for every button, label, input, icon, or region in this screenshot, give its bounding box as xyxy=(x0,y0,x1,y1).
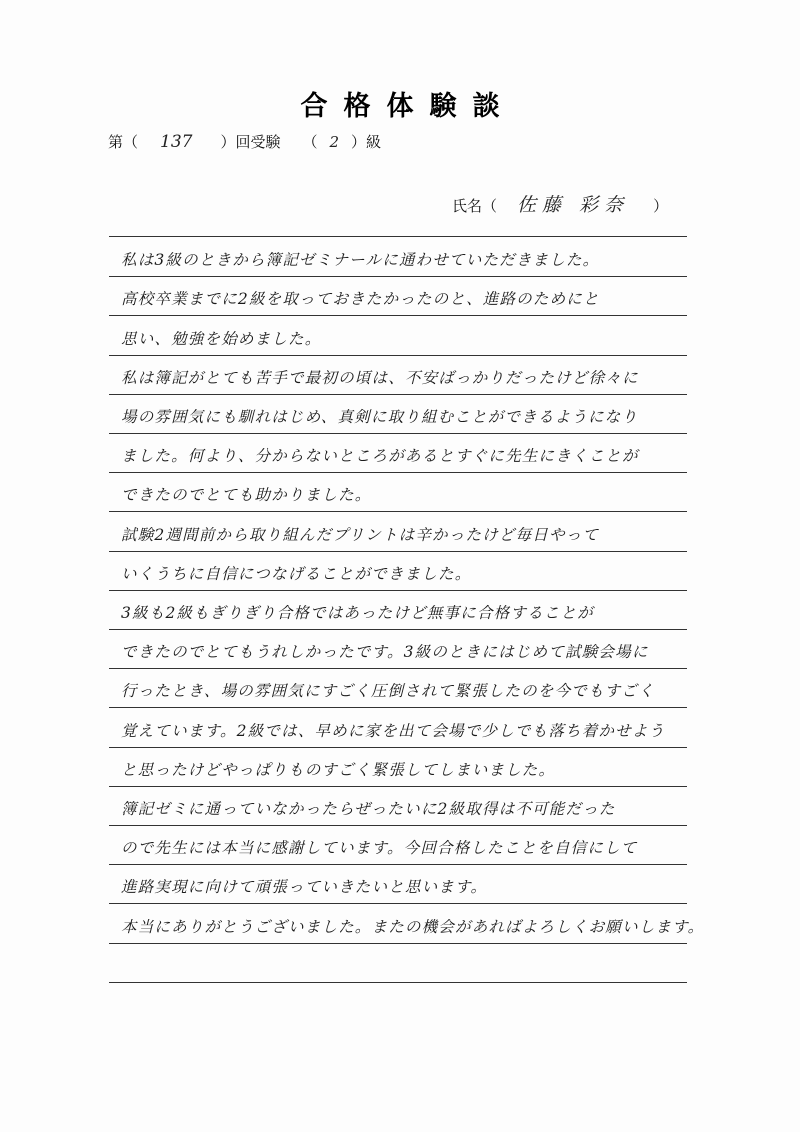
grade-close: ）級 xyxy=(351,133,382,151)
essay-line xyxy=(109,477,687,512)
essay-line-text: 進路実現に向けて頑張っていきたいと思います。 xyxy=(121,878,488,897)
name-label: 氏名（ xyxy=(452,197,498,215)
essay-line xyxy=(109,869,687,904)
essay-line-text: 私は簿記がとても苦手で最初の頃は、不安ばっかりだったけど徐々に xyxy=(121,368,639,387)
exam-prefix: 第（ xyxy=(108,133,139,151)
essay-line-text: 覚えています。2級では、早めに家を出て会場で少しでも落ち着かせよう xyxy=(121,721,666,740)
essay-line-text: できたのでとてもうれしかったです。3級のときにはじめて試験会場に xyxy=(121,643,649,662)
essay-line xyxy=(109,948,687,983)
exam-suffix: ）回受験 xyxy=(220,133,281,151)
essay-line xyxy=(109,830,687,865)
essay-line xyxy=(109,595,687,630)
essay-line xyxy=(109,438,687,473)
essay-line-text: ました。何より、分からないところがあるとすぐに先生にきくことが xyxy=(121,447,639,466)
name-field xyxy=(452,190,668,217)
essay-line-text: 本当にありがとうございました。またの機会があればよろしくお願いします。 xyxy=(121,917,705,936)
essay-line xyxy=(109,242,687,277)
essay-line-text: 簿記ゼミに通っていなかったらぜったいに2級取得は不可能だった xyxy=(121,800,616,818)
essay-line xyxy=(109,517,687,552)
essay-line xyxy=(109,752,687,787)
essay-line xyxy=(109,713,687,748)
essay-line-text: 行ったとき、場の雰囲気にすごく圧倒されて緊張したのを今でもすごく xyxy=(121,682,655,701)
ruled-line-top xyxy=(109,236,687,237)
essay-line-text: 3級も2級もぎりぎり合格ではあったけど無事に合格することが xyxy=(121,604,594,622)
essay-line-text: 思い、勉強を始めました。 xyxy=(121,329,322,348)
essay-line-text: ので先生には本当に感謝しています。今回合格したことを自信にして xyxy=(121,839,638,858)
essay-line-text: 場の雰囲気にも馴れはじめ、真剣に取り組むことができるようになり xyxy=(121,408,639,426)
essay-line xyxy=(109,360,687,395)
essay-line-text: と思ったけどやっぱりものすごく緊張してしまいました。 xyxy=(121,760,556,779)
exam-info xyxy=(108,131,381,152)
essay-line-text: いくうちに自信につなげることができました。 xyxy=(121,564,472,583)
essay-line xyxy=(109,634,687,669)
essay-line-text: 試験2週間前から取り組んだプリントは辛かったけど毎日やって xyxy=(121,525,600,544)
essay-line xyxy=(109,556,687,591)
name-close: ） xyxy=(653,197,669,215)
essay-line xyxy=(109,321,687,356)
essay-line xyxy=(109,399,687,434)
essay-line xyxy=(109,673,687,708)
page-title: 合格体験談 xyxy=(300,91,516,122)
essay-line xyxy=(109,909,705,944)
exam-number: 137 xyxy=(160,132,193,152)
essay-line xyxy=(109,791,687,826)
essay-line xyxy=(109,281,687,316)
essay-line-text: できたのでとても助かりました。 xyxy=(121,486,372,505)
essay-line-text: 高校卒業までに2級を取っておきたかったのと、進路のためにと xyxy=(121,290,600,309)
grade-open: （ xyxy=(302,133,318,151)
name-value: 佐藤 彩奈 xyxy=(517,194,630,216)
essay-line-text: 私は3級のときから簿記ゼミナールに通わせていただきました。 xyxy=(121,251,600,270)
grade-value: 2 xyxy=(329,133,340,151)
